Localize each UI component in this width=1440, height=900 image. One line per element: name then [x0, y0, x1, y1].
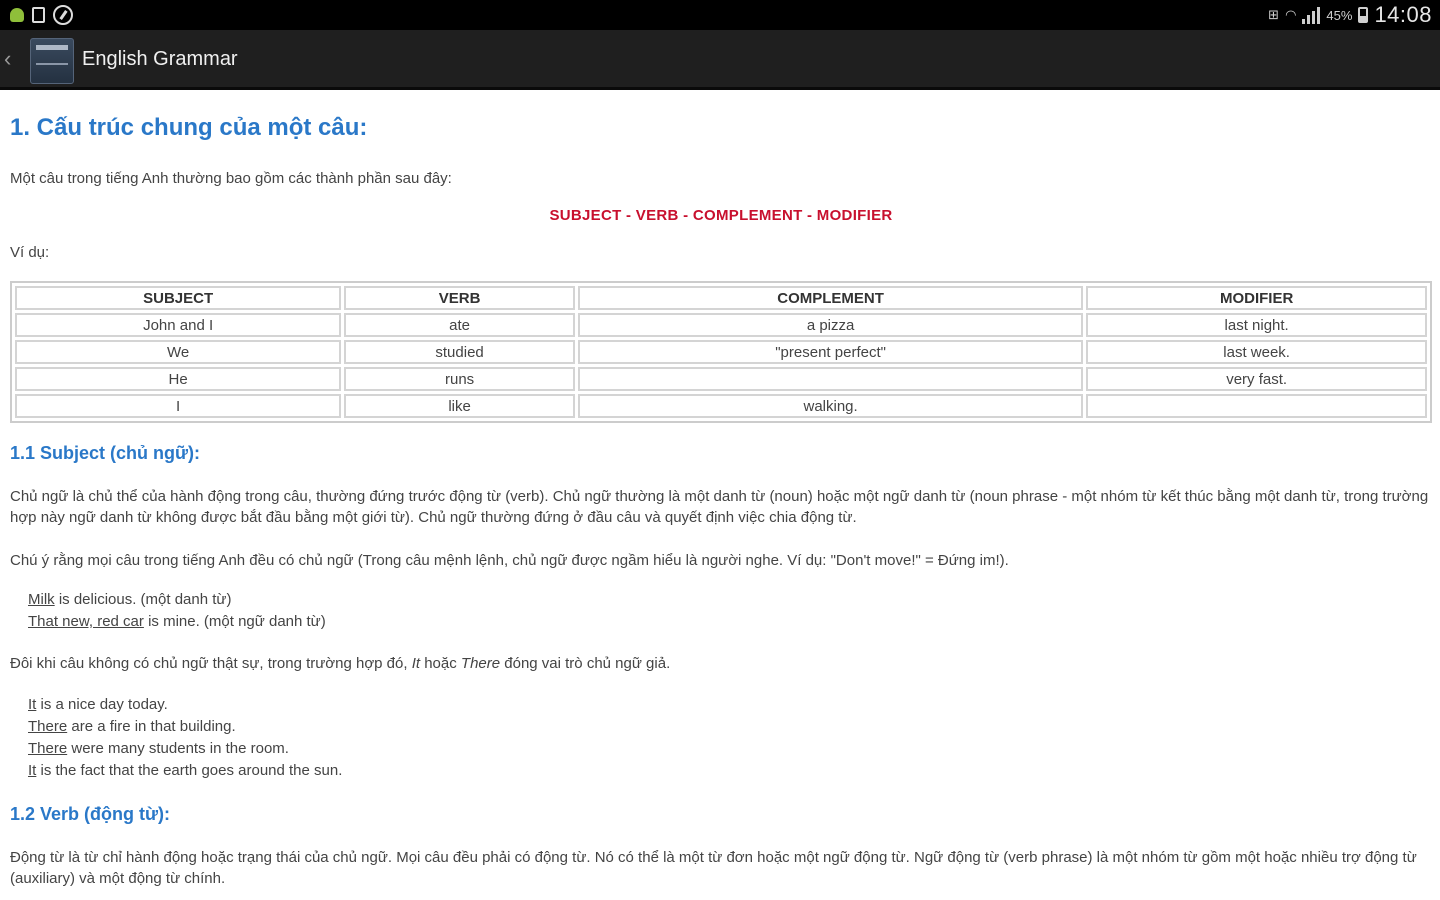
example-line: [28, 716, 1432, 738]
signal-icon: [1302, 6, 1320, 24]
table-cell: like: [344, 394, 575, 418]
example-rest: is a nice day today.: [36, 696, 168, 713]
underlined-subject: There: [28, 740, 68, 757]
example-label: Ví dụ:: [10, 244, 50, 261]
table-cell: I: [15, 394, 341, 418]
table-cell: last night.: [1086, 313, 1427, 337]
table-row: [15, 340, 1427, 364]
battery-icon: [1358, 7, 1368, 23]
table-cell: last week.: [1086, 340, 1427, 364]
italic-it: It: [411, 655, 421, 672]
table-cell: runs: [344, 367, 575, 391]
example-line: [28, 589, 1432, 611]
column-header: VERB: [344, 286, 575, 310]
compass-icon: [53, 5, 73, 25]
status-bar: [0, 0, 1440, 30]
table-cell: ate: [344, 313, 575, 337]
example-line: [28, 738, 1432, 760]
example-rest: are a fire in that building.: [67, 718, 236, 735]
example-rest: is the fact that the earth goes around the sun.: [36, 762, 343, 779]
example-line: [28, 611, 1432, 633]
sentence-formula: SUBJECT - VERB - COMPLEMENT - MODIFIER: [549, 207, 893, 224]
verb-paragraph: Động từ là từ chỉ hành động hoặc trạng thái của chủ ngữ. Mọi câu đều phải có động từ. Nó có thể là một từ đơn hoặc một ngữ động từ. Ngữ động từ (verb phrase) là một nhóm từ gồm một hoặc nhiều trợ động từ (auxiliary) và một động từ chính.: [10, 849, 1417, 887]
example-line: [28, 694, 1432, 716]
table-cell: "present perfect": [578, 340, 1083, 364]
battery-percent: 45%: [1326, 7, 1353, 23]
example-rest: were many students in the room.: [67, 740, 289, 757]
notification-icons: [10, 5, 73, 25]
underlined-subject: It: [28, 696, 37, 713]
table-row: [15, 313, 1427, 337]
back-chevron-icon[interactable]: ‹: [4, 46, 12, 71]
wifi-icon: ◠: [1285, 7, 1297, 22]
heading-verb: 1.2 Verb (động từ):: [10, 804, 171, 824]
dummy-subject-examples: [28, 694, 1432, 782]
table-cell: He: [15, 367, 341, 391]
android-icon: [10, 8, 24, 22]
table-cell: very fast.: [1086, 367, 1427, 391]
example-rest: is mine. (một ngữ danh từ): [143, 613, 326, 630]
table-cell: [578, 367, 1083, 391]
underlined-subject: There: [28, 718, 68, 735]
example-line: [28, 760, 1432, 782]
table-cell: We: [15, 340, 341, 364]
table-row: [15, 367, 1427, 391]
sentence-structure-table: [10, 281, 1432, 423]
underlined-subject: Milk: [28, 591, 55, 608]
subject-note-paragraph: Chú ý rằng mọi câu trong tiếng Anh đều có chủ ngữ (Trong câu mệnh lệnh, chủ ngữ được ngầm hiểu là người nghe. Ví dụ: "Don't move!" = Đứng im!).: [10, 552, 1009, 569]
nfc-icon: ⊞: [1268, 7, 1280, 22]
column-header: SUBJECT: [15, 286, 341, 310]
table-cell: [1086, 394, 1427, 418]
dummy-subject-paragraph: [10, 653, 1432, 674]
heading-sentence-structure: 1. Cấu trúc chung của một câu:: [10, 114, 368, 141]
text-span: Đôi khi câu không có chủ ngữ thật sự, trong trường hợp đó,: [10, 655, 412, 672]
table-header-row: [15, 286, 1427, 310]
document-icon: [32, 7, 45, 23]
column-header: MODIFIER: [1086, 286, 1427, 310]
clock: 14:08: [1374, 2, 1432, 27]
subject-paragraph: Chủ ngữ là chủ thể của hành động trong câu, thường đứng trước động từ (verb). Chủ ngữ thường là một danh từ (noun) hoặc một ngữ danh từ (noun phrase - một nhóm từ kết thúc bằng một danh từ, trong trường hợp này ngữ danh từ không được bắt đầu bằng một giới từ). Chủ ngữ thường đứng ở đầu câu và quyết định việc chia động từ.: [10, 488, 1429, 526]
underlined-subject: That new, red car: [28, 613, 144, 630]
table-cell: walking.: [578, 394, 1083, 418]
system-icons: [1268, 2, 1432, 28]
heading-subject: 1.1 Subject (chủ ngữ):: [10, 443, 201, 463]
subject-examples: [28, 589, 1432, 633]
example-rest: is delicious. (một danh từ): [54, 591, 232, 608]
action-bar: [0, 30, 1440, 90]
text-span: đóng vai trò chủ ngữ giả.: [500, 655, 671, 672]
app-title: English Grammar: [82, 48, 238, 70]
table-cell: studied: [344, 340, 575, 364]
app-icon[interactable]: [30, 38, 74, 84]
intro-paragraph: Một câu trong tiếng Anh thường bao gồm các thành phần sau đây:: [10, 170, 452, 187]
column-header: COMPLEMENT: [578, 286, 1083, 310]
underlined-subject: It: [28, 762, 37, 779]
article-content[interactable]: [10, 98, 1432, 900]
table-cell: a pizza: [578, 313, 1083, 337]
italic-there: There: [460, 655, 501, 672]
text-span: hoặc: [420, 655, 461, 672]
table-row: [15, 394, 1427, 418]
table-cell: John and I: [15, 313, 341, 337]
